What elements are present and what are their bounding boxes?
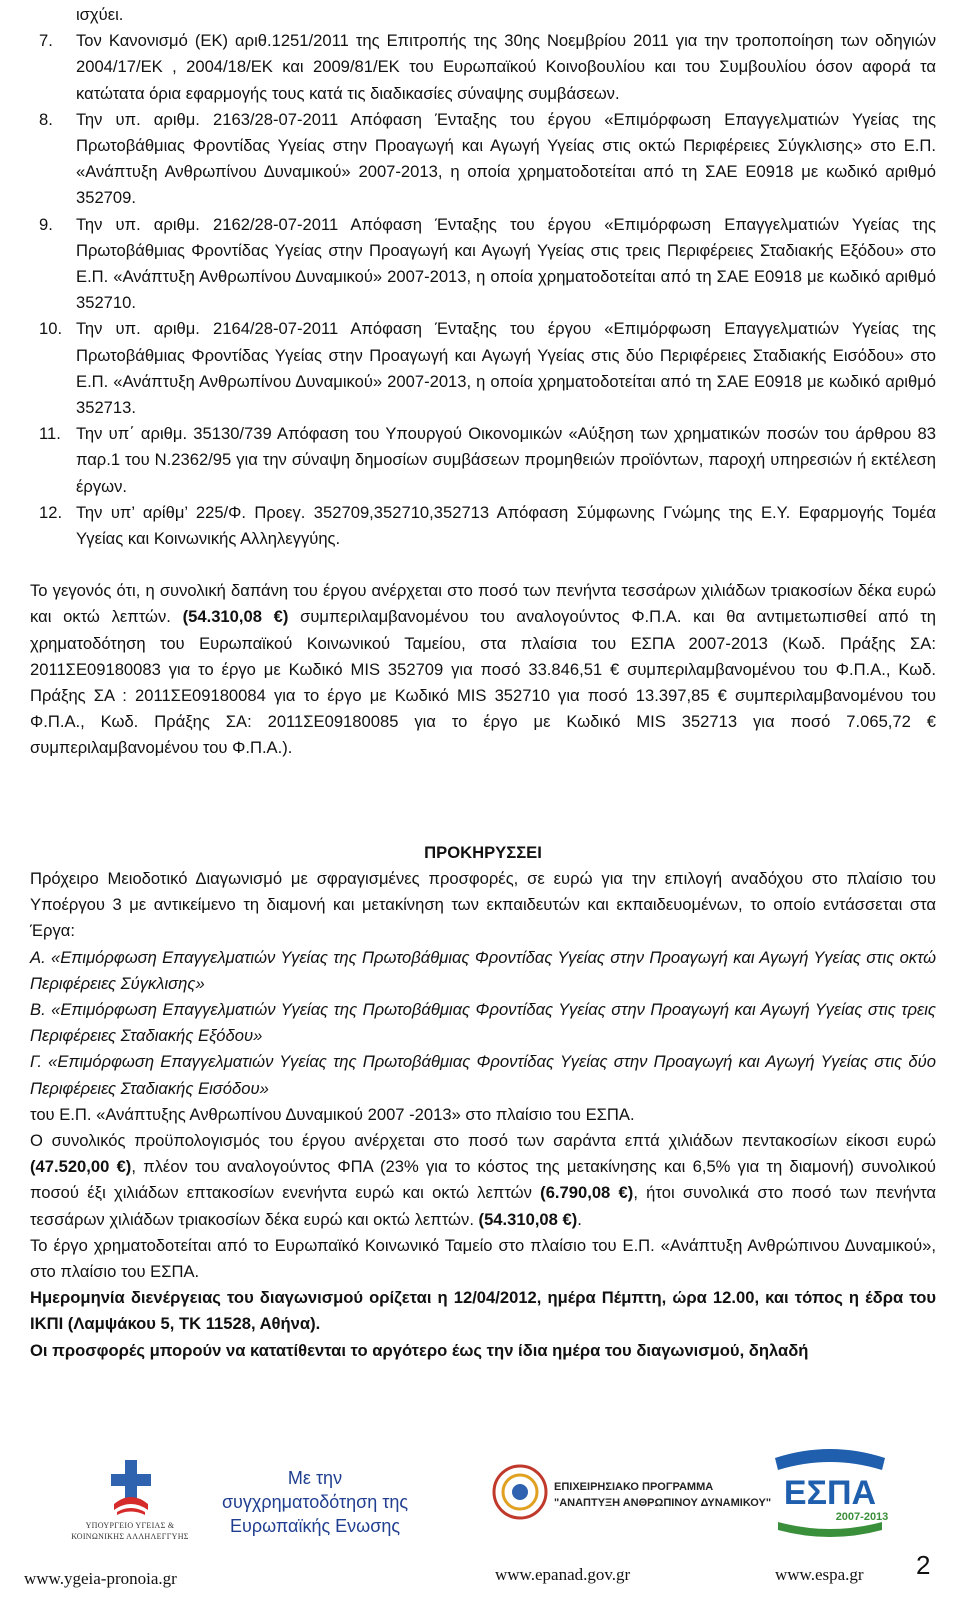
cofunding-text: Με την συγχρηματοδότηση της Ευρωπαϊκής Ενωσης	[221, 1468, 409, 1536]
budget-text: Ο συνολικός προϋπολογισμός του έργου ανέρχεται στο ποσό των σαράντα επτά χιλιάδων πεντακοσίων είκοσι ευρώ	[30, 1130, 936, 1150]
program-line: του Ε.Π. «Ανάπτυξης Ανθρωπίνου Δυναμικού 2007 -2013» στο πλαίσιο του ΕΣΠΑ.	[30, 1104, 635, 1124]
list-item-text: Την υπ. αριθμ. 2164/28-07-2011 Απόφαση Ένταξης του έργου «Επιμόρφωση Επαγγελματιών Υγείας της Πρωτοβάθμιας Φροντίδας Υγείας στην Προαγωγή και Αγωγή Υγείας στις δύο Περιφέρειες Σταδιακής Εισόδου» στο Ε.Π. «Ανάπτυξη Ανθρωπίνου Δυναμικού» 2007-2013, η οποία χρηματοδοτείται από τη ΣΑΕ Ε0918 με κωδικό αριθμό 352713.	[76, 319, 936, 418]
espa-wordmark: ΕΣΠΑ	[783, 1474, 877, 1512]
budget-net-amount: (47.520,00 €)	[30, 1157, 132, 1177]
ministry-name: ΥΠΟΥΡΓΕΙΟ ΥΓΕΙΑΣ & ΚΟΙΝΩΝΙΚΗΣ ΑΛΛΗΛΕΓΓΥΗΣ	[71, 1521, 189, 1541]
epanad-emblem-icon	[494, 1466, 546, 1518]
ministry-logo	[70, 1460, 190, 1560]
budget-text: .	[577, 1209, 582, 1229]
budget-vat-amount: (6.790,08 €)	[540, 1183, 634, 1203]
list-item-text: Την υπ΄ αριθμ. 35130/739 Απόφαση του Υπουργού Οικονομικών «Αύξηση των χρηματικών ποσών του άρθρου 83 παρ.1 του Ν.2362/95 για την σύναψη δημοσίων συμβάσεων προμηθειών προϊόντων, παροχή υπηρεσιών ή εκτέλεση έργων.	[76, 424, 936, 496]
spacer	[30, 762, 936, 840]
list-item-number: 7.	[39, 31, 53, 51]
project-c: Γ. «Επιμόρφωση Επαγγελματιών Υγείας της Πρωτοβάθμιας Φροντίδας Υγείας στην Προαγωγή και Αγωγή Υγείας στις δύο Περιφέρειες Σταδιακής Εισόδου»	[30, 1052, 936, 1098]
budget-text: , πλέον του αναλογούντος ΦΠΑ (23% για το κόστος της μετακίνησης και 6,5% για τη διαμονή) συνολικού ποσού έξι χιλιάδων επτακοσίων ενενήντα ευρώ και οκτώ λεπτών	[30, 1157, 936, 1203]
continued-fragment: ισχύει.	[76, 5, 124, 24]
document-body	[30, 2, 936, 1364]
epanad-url-link[interactable]: www.epanad.gov.gr	[495, 1565, 631, 1584]
section-heading: ΠΡΟΚΗΡΥΣΣΕΙ	[424, 842, 542, 862]
list-item-text: Την υπ’ αρίθμ’ 225/Φ. Προεγ. 352709,352710,352713 Απόφαση Σύμφωνης Γνώμης της Ε.Υ. Εφαρμογής Τομέα Υγείας και Κοινωνικής Αλληλεγγύης.	[76, 502, 936, 549]
budget-text: , ήτοι συνολικά στο ποσό των πενήντα τεσσάρων χιλιάδων τριακοσίων δέκα ευρώ και οκτώ λεπτών.	[30, 1183, 937, 1229]
list-item	[30, 107, 936, 212]
date-line: Ημερομηνία διενέργειας του διαγωνισμού ορίζεται η 12/04/2012, ημέρα Πέμπτη, ώρα 12.00, και τόπος η έδρα του ΙΚΠΙ (Λαμψάκου 5, ΤΚ 11528, Αθήνα).	[30, 1288, 936, 1334]
spacer	[30, 552, 936, 578]
list-item	[30, 316, 936, 421]
list-item	[30, 28, 936, 107]
espa-url-link[interactable]: www.espa.gr	[775, 1565, 864, 1584]
numbered-list	[30, 28, 936, 552]
footer	[0, 1440, 960, 1606]
list-item-number: 9.	[39, 214, 53, 234]
ministry-emblem-icon	[108, 1460, 154, 1516]
list-item-number: 12.	[39, 502, 63, 522]
intro-paragraph: Πρόχειρο Μειοδοτικό Διαγωνισμό με σφραγισμένες προσφορές, σε ευρώ για την επιλογή αναδόχου στο πλαίσιο του Υποέργου 3 με αντικείμενο τη διαμονή και μετακίνηση των εκπαιδευτών και εκπαιδευομένων, το οποίο εντάσσεται στα Έργα:	[30, 868, 936, 941]
funding-line: Το έργο χρηματοδοτείται από το Ευρωπαϊκό Κοινωνικό Ταμείο στο πλαίσιο του Ε.Π. «Ανάπτυξη Ανθρώπινου Δυναμικού», στο πλαίσιο του ΕΣΠΑ.	[30, 1235, 936, 1281]
list-item	[30, 212, 936, 317]
espa-logo	[770, 1448, 890, 1558]
cost-total-amount: (54.310,08 €)	[182, 607, 289, 627]
ministry-url-link[interactable]: www.ygeia-pronoia.gr	[24, 1569, 177, 1588]
budget-paragraph	[30, 1128, 936, 1233]
budget-total-amount: (54.310,08 €)	[478, 1209, 578, 1229]
cost-paragraph	[30, 578, 936, 761]
list-item	[30, 421, 936, 500]
epanad-logo	[488, 1460, 772, 1530]
list-item-text: Τον Κανονισμό (ΕΚ) αριθ.1251/2011 της Επιτροπής της 30ης Νοεμβρίου 2011 για την τροποποίηση των οδηγιών 2004/17/ΕΚ , 2004/18/ΕΚ και 2009/81/ΕΚ του Ευρωπαϊκού Κοινοβουλίου και του Συμβουλίου όσον αφορά τα κατώτατα όρια εφαρμογής τους κατά τις διαδικασίες σύναψης συμβάσεων.	[76, 31, 936, 103]
cost-text-continued: συμπεριλαμβανομένου του αναλογούντος Φ.Π.Α. και θα αντιμετωπισθεί από τη χρηματοδότηση του Ευρωπαϊκού Κοινωνικού Ταμείου, στα πλαίσια του ΕΣΠΑ 2007-2013 (Κωδ. Πράξης ΣΑ: 2011ΣΕ09180083 για το έργο με Κωδικό MIS 352709 για ποσό 33.846,51 € συμπεριλαμβανομένου του Φ.Π.Α., Κωδ. Πράξης ΣΑ : 2011ΣΕ09180084 για το έργο με Κωδικό MIS 352710 για ποσό 13.397,85 € συμπεριλαμβανομένου του Φ.Π.Α., Κωδ. Πράξης ΣΑ: 2011ΣΕ09180085 για το έργο με Κωδικό MIS 352713 για ποσό 7.065,72 € συμπεριλαμβανομένου του Φ.Π.Α.).	[30, 607, 937, 758]
list-item	[30, 500, 936, 552]
list-item-text: Την υπ. αριθμ. 2163/28-07-2011 Απόφαση Ένταξης του έργου «Επιμόρφωση Επαγγελματιών Υγείας της Πρωτοβάθμιας Φροντίδας Υγείας στην Προαγωγή και Αγωγή Υγείας στις οκτώ Περιφέρειες Σύγκλισης» στο Ε.Π. «Ανάπτυξη Ανθρωπίνου Δυναμικού» 2007-2013, η οποία χρηματοδοτείται από τη ΣΑΕ Ε0918 με κωδικό αριθμό 352709.	[76, 109, 936, 208]
offers-line: Οι προσφορές μπορούν να κατατίθενται το αργότερο έως την ίδια ημέρα του διαγωνισμού, δηλαδή	[30, 1340, 809, 1360]
list-item-number: 10.	[39, 319, 63, 339]
cost-text: Το γεγονός ότι, η συνολική δαπάνη του έργου ανέρχεται στο ποσό των πενήντα τεσσάρων χιλιάδων τριακοσίων δέκα ευρώ και οκτώ λεπτών.	[30, 581, 936, 627]
epanad-logo-line-2: "ΑΝΑΠΤΥΞΗ ΑΝΘΡΩΠΙΝΟΥ ΔΥΝΑΜΙΚΟΥ"	[554, 1497, 772, 1509]
epanad-logo-line-1: ΕΠΙΧΕΙΡΗΣΙΑΚΟ ΠΡΟΓΡΑΜΜΑ	[554, 1481, 714, 1493]
list-item-text: Την υπ. αριθμ. 2162/28-07-2011 Απόφαση Ένταξης του έργου «Επιμόρφωση Επαγγελματιών Υγείας της Πρωτοβάθμιας Φροντίδας Υγείας στην Προαγωγή και Αγωγή Υγείας στις τρεις Περιφέρειες Σταδιακής Εξόδου» στο Ε.Π. «Ανάπτυξη Ανθρωπίνου Δυναμικού» 2007-2013, η οποία χρηματοδοτείται από τη ΣΑΕ Ε0918 με κωδικό αριθμό 352710.	[76, 214, 936, 313]
project-a: Α. «Επιμόρφωση Επαγγελματιών Υγείας της Πρωτοβάθμιας Φροντίδας Υγείας στην Προαγωγή και Αγωγή Υγείας στις οκτώ Περιφέρειες Σύγκλισης»	[30, 947, 936, 993]
espa-years: 2007-2013	[835, 1511, 889, 1523]
page-number: 2	[916, 1550, 931, 1580]
project-b: Β. «Επιμόρφωση Επαγγελματιών Υγείας της Πρωτοβάθμιας Φροντίδας Υγείας στην Προαγωγή και Αγωγή Υγείας στις τρεις Περιφέρειες Σταδιακής Εξόδου»	[30, 999, 936, 1046]
list-item-number: 11.	[39, 424, 61, 444]
list-item-number: 8.	[39, 109, 53, 129]
